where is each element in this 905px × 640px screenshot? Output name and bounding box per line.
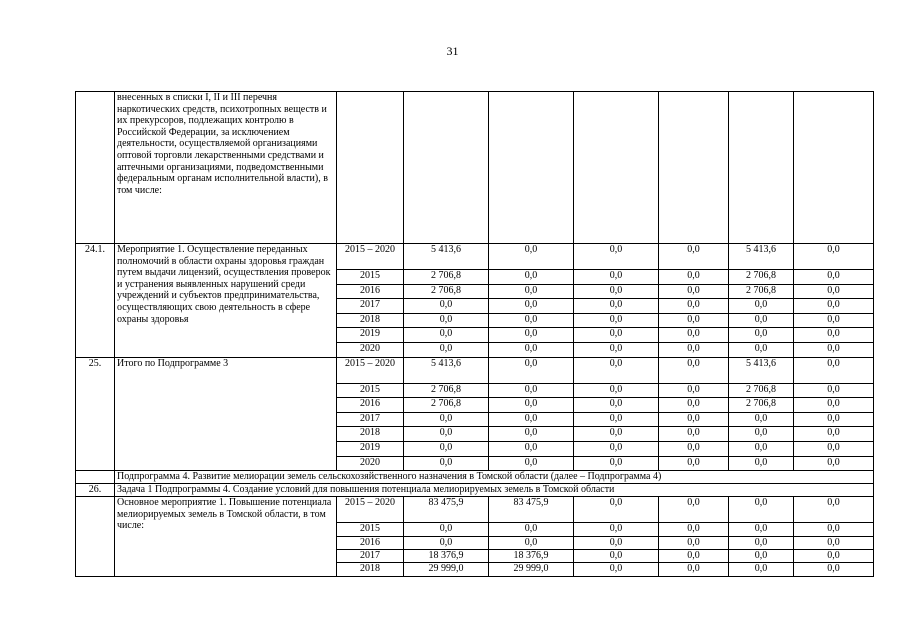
year-cell: 2017	[337, 412, 404, 427]
value-cell: 0,0	[574, 456, 659, 471]
value-cell: 0,0	[404, 313, 489, 328]
value-cell: 0,0	[729, 299, 794, 314]
value-cell: 2 706,8	[404, 398, 489, 413]
value-cell: 0,0	[404, 328, 489, 343]
value-cell: 0,0	[729, 536, 794, 549]
value-cell: 0,0	[489, 284, 574, 299]
year-cell: 2020	[337, 342, 404, 357]
value-cell: 0,0	[794, 523, 874, 536]
value-cell: 0,0	[659, 523, 729, 536]
value-cell: 0,0	[794, 299, 874, 314]
year-cell: 2015	[337, 523, 404, 536]
value-cell: 0,0	[574, 299, 659, 314]
value-cell: 0,0	[574, 523, 659, 536]
year-cell: 2016	[337, 284, 404, 299]
value-cell: 0,0	[794, 441, 874, 456]
value-cell	[404, 92, 489, 244]
value-cell: 0,0	[729, 412, 794, 427]
year-cell: 2015 – 2020	[337, 357, 404, 383]
table-row	[76, 92, 874, 244]
value-cell: 0,0	[659, 563, 729, 576]
year-cell: 2016	[337, 398, 404, 413]
value-cell: 0,0	[659, 549, 729, 562]
table-row	[76, 357, 874, 383]
value-cell: 0,0	[489, 328, 574, 343]
value-cell: 0,0	[729, 427, 794, 442]
table-row	[76, 484, 874, 497]
value-cell: 0,0	[659, 342, 729, 357]
value-cell: 0,0	[574, 398, 659, 413]
value-cell: 0,0	[659, 299, 729, 314]
value-cell: 0,0	[404, 456, 489, 471]
value-cell: 0,0	[729, 313, 794, 328]
value-cell: 0,0	[659, 357, 729, 383]
value-cell	[574, 92, 659, 244]
value-cell: 0,0	[489, 342, 574, 357]
value-cell: 2 706,8	[404, 270, 489, 285]
year-cell: 2018	[337, 563, 404, 576]
table-body	[76, 92, 874, 577]
value-cell: 0,0	[729, 456, 794, 471]
value-cell: 18 376,9	[489, 549, 574, 562]
value-cell: 0,0	[489, 412, 574, 427]
value-cell: 0,0	[659, 536, 729, 549]
value-cell: 0,0	[489, 456, 574, 471]
value-cell: 0,0	[794, 412, 874, 427]
value-cell: 0,0	[729, 523, 794, 536]
value-cell: 0,0	[574, 427, 659, 442]
value-cell: 0,0	[729, 342, 794, 357]
value-cell: 0,0	[404, 299, 489, 314]
value-cell: 0,0	[659, 398, 729, 413]
value-cell: 0,0	[574, 497, 659, 523]
task-title: Задача 1 Подпрограммы 4. Создание условий для повышения потенциала мелиорируемых земель в Томской области	[115, 484, 874, 497]
name-cell: Мероприятие 1. Осуществление переданных полномочий в области охраны здоровья граждан путем выдачи лицензий, осуществления проверок и устранения выявленных нарушений среди учреждений и субъектов предпринимательства, осуществляющих свою деятельность в сфере охраны здоровья	[115, 244, 337, 358]
value-cell: 0,0	[794, 398, 874, 413]
value-cell: 0,0	[659, 383, 729, 398]
value-cell: 0,0	[489, 398, 574, 413]
budget-table	[75, 91, 874, 577]
year-cell: 2017	[337, 299, 404, 314]
value-cell: 0,0	[574, 342, 659, 357]
value-cell: 0,0	[659, 270, 729, 285]
table-row	[76, 244, 874, 270]
value-cell: 0,0	[574, 563, 659, 576]
value-cell: 2 706,8	[729, 383, 794, 398]
value-cell: 29 999,0	[404, 563, 489, 576]
value-cell: 0,0	[729, 328, 794, 343]
year-cell: 2018	[337, 427, 404, 442]
year-cell: 2015	[337, 270, 404, 285]
value-cell: 0,0	[794, 328, 874, 343]
value-cell: 0,0	[404, 441, 489, 456]
value-cell: 0,0	[574, 328, 659, 343]
value-cell	[794, 92, 874, 244]
value-cell: 0,0	[574, 412, 659, 427]
value-cell: 0,0	[729, 497, 794, 523]
value-cell: 0,0	[574, 383, 659, 398]
value-cell: 0,0	[794, 342, 874, 357]
value-cell: 0,0	[574, 284, 659, 299]
value-cell: 0,0	[489, 523, 574, 536]
value-cell: 5 413,6	[729, 357, 794, 383]
value-cell: 0,0	[574, 270, 659, 285]
year-cell	[337, 92, 404, 244]
num-cell	[76, 497, 115, 577]
page-number: 31	[446, 44, 459, 58]
num-cell: 24.1.	[76, 244, 115, 358]
value-cell: 0,0	[404, 536, 489, 549]
value-cell: 0,0	[574, 549, 659, 562]
value-cell: 0,0	[489, 244, 574, 270]
value-cell: 2 706,8	[729, 284, 794, 299]
value-cell: 29 999,0	[489, 563, 574, 576]
value-cell: 2 706,8	[729, 398, 794, 413]
year-cell: 2019	[337, 441, 404, 456]
value-cell: 0,0	[794, 563, 874, 576]
value-cell: 0,0	[794, 456, 874, 471]
value-cell: 0,0	[404, 427, 489, 442]
value-cell: 0,0	[659, 244, 729, 270]
name-cell: Основное мероприятие 1. Повышение потенциала мелиорируемых земель в Томской области, в том числе:	[115, 497, 337, 577]
year-cell: 2020	[337, 456, 404, 471]
value-cell: 0,0	[574, 357, 659, 383]
value-cell: 0,0	[659, 412, 729, 427]
value-cell: 0,0	[404, 523, 489, 536]
year-cell: 2017	[337, 549, 404, 562]
num-cell	[76, 92, 115, 244]
value-cell: 5 413,6	[729, 244, 794, 270]
value-cell: 0,0	[404, 412, 489, 427]
value-cell	[489, 92, 574, 244]
value-cell: 0,0	[489, 270, 574, 285]
value-cell: 0,0	[574, 313, 659, 328]
value-cell: 0,0	[729, 563, 794, 576]
year-cell: 2015 – 2020	[337, 244, 404, 270]
value-cell: 5 413,6	[404, 357, 489, 383]
value-cell: 0,0	[659, 313, 729, 328]
name-cell: внесенных в списки I, II и III перечня наркотических средств, психотропных веществ и их прекурсоров, подлежащих контролю в Российской Федерации, за исключением деятельности, осуществляемой организациями оптовой торговли лекарственными средствами и аптечными организациями, подведомственными федеральным органам исполнительной власти), в том числе:	[115, 92, 337, 244]
value-cell: 0,0	[489, 441, 574, 456]
value-cell: 0,0	[659, 284, 729, 299]
year-cell: 2015	[337, 383, 404, 398]
value-cell: 0,0	[659, 328, 729, 343]
value-cell: 2 706,8	[404, 284, 489, 299]
value-cell: 18 376,9	[404, 549, 489, 562]
value-cell: 0,0	[794, 244, 874, 270]
year-cell: 2016	[337, 536, 404, 549]
value-cell: 83 475,9	[404, 497, 489, 523]
subprogram-title: Подпрограмма 4. Развитие мелиорации земель сельскохозяйственного назначения в Томской области (далее – Подпрограмма 4)	[115, 471, 874, 484]
value-cell: 0,0	[794, 497, 874, 523]
value-cell: 0,0	[794, 270, 874, 285]
value-cell: 0,0	[794, 427, 874, 442]
year-cell: 2018	[337, 313, 404, 328]
value-cell: 2 706,8	[729, 270, 794, 285]
value-cell: 0,0	[404, 342, 489, 357]
value-cell: 0,0	[729, 549, 794, 562]
table-row	[76, 497, 874, 523]
value-cell: 0,0	[489, 427, 574, 442]
value-cell: 0,0	[794, 536, 874, 549]
num-cell: 25.	[76, 357, 115, 471]
value-cell: 5 413,6	[404, 244, 489, 270]
value-cell: 0,0	[574, 536, 659, 549]
value-cell: 0,0	[794, 284, 874, 299]
value-cell: 0,0	[794, 313, 874, 328]
value-cell: 0,0	[794, 357, 874, 383]
num-cell	[76, 471, 115, 484]
value-cell: 0,0	[659, 441, 729, 456]
value-cell: 0,0	[729, 441, 794, 456]
table-row	[76, 471, 874, 484]
value-cell: 0,0	[489, 357, 574, 383]
name-cell: Итого по Подпрограмме 3	[115, 357, 337, 471]
value-cell: 0,0	[489, 383, 574, 398]
value-cell	[659, 92, 729, 244]
value-cell: 0,0	[794, 383, 874, 398]
value-cell: 0,0	[659, 497, 729, 523]
value-cell: 0,0	[489, 536, 574, 549]
year-cell: 2019	[337, 328, 404, 343]
year-cell: 2015 – 2020	[337, 497, 404, 523]
value-cell: 0,0	[574, 441, 659, 456]
value-cell: 0,0	[489, 299, 574, 314]
value-cell: 0,0	[489, 313, 574, 328]
value-cell: 2 706,8	[404, 383, 489, 398]
value-cell: 83 475,9	[489, 497, 574, 523]
value-cell: 0,0	[659, 456, 729, 471]
value-cell: 0,0	[794, 549, 874, 562]
value-cell: 0,0	[574, 244, 659, 270]
num-cell: 26.	[76, 484, 115, 497]
value-cell: 0,0	[659, 427, 729, 442]
value-cell	[729, 92, 794, 244]
